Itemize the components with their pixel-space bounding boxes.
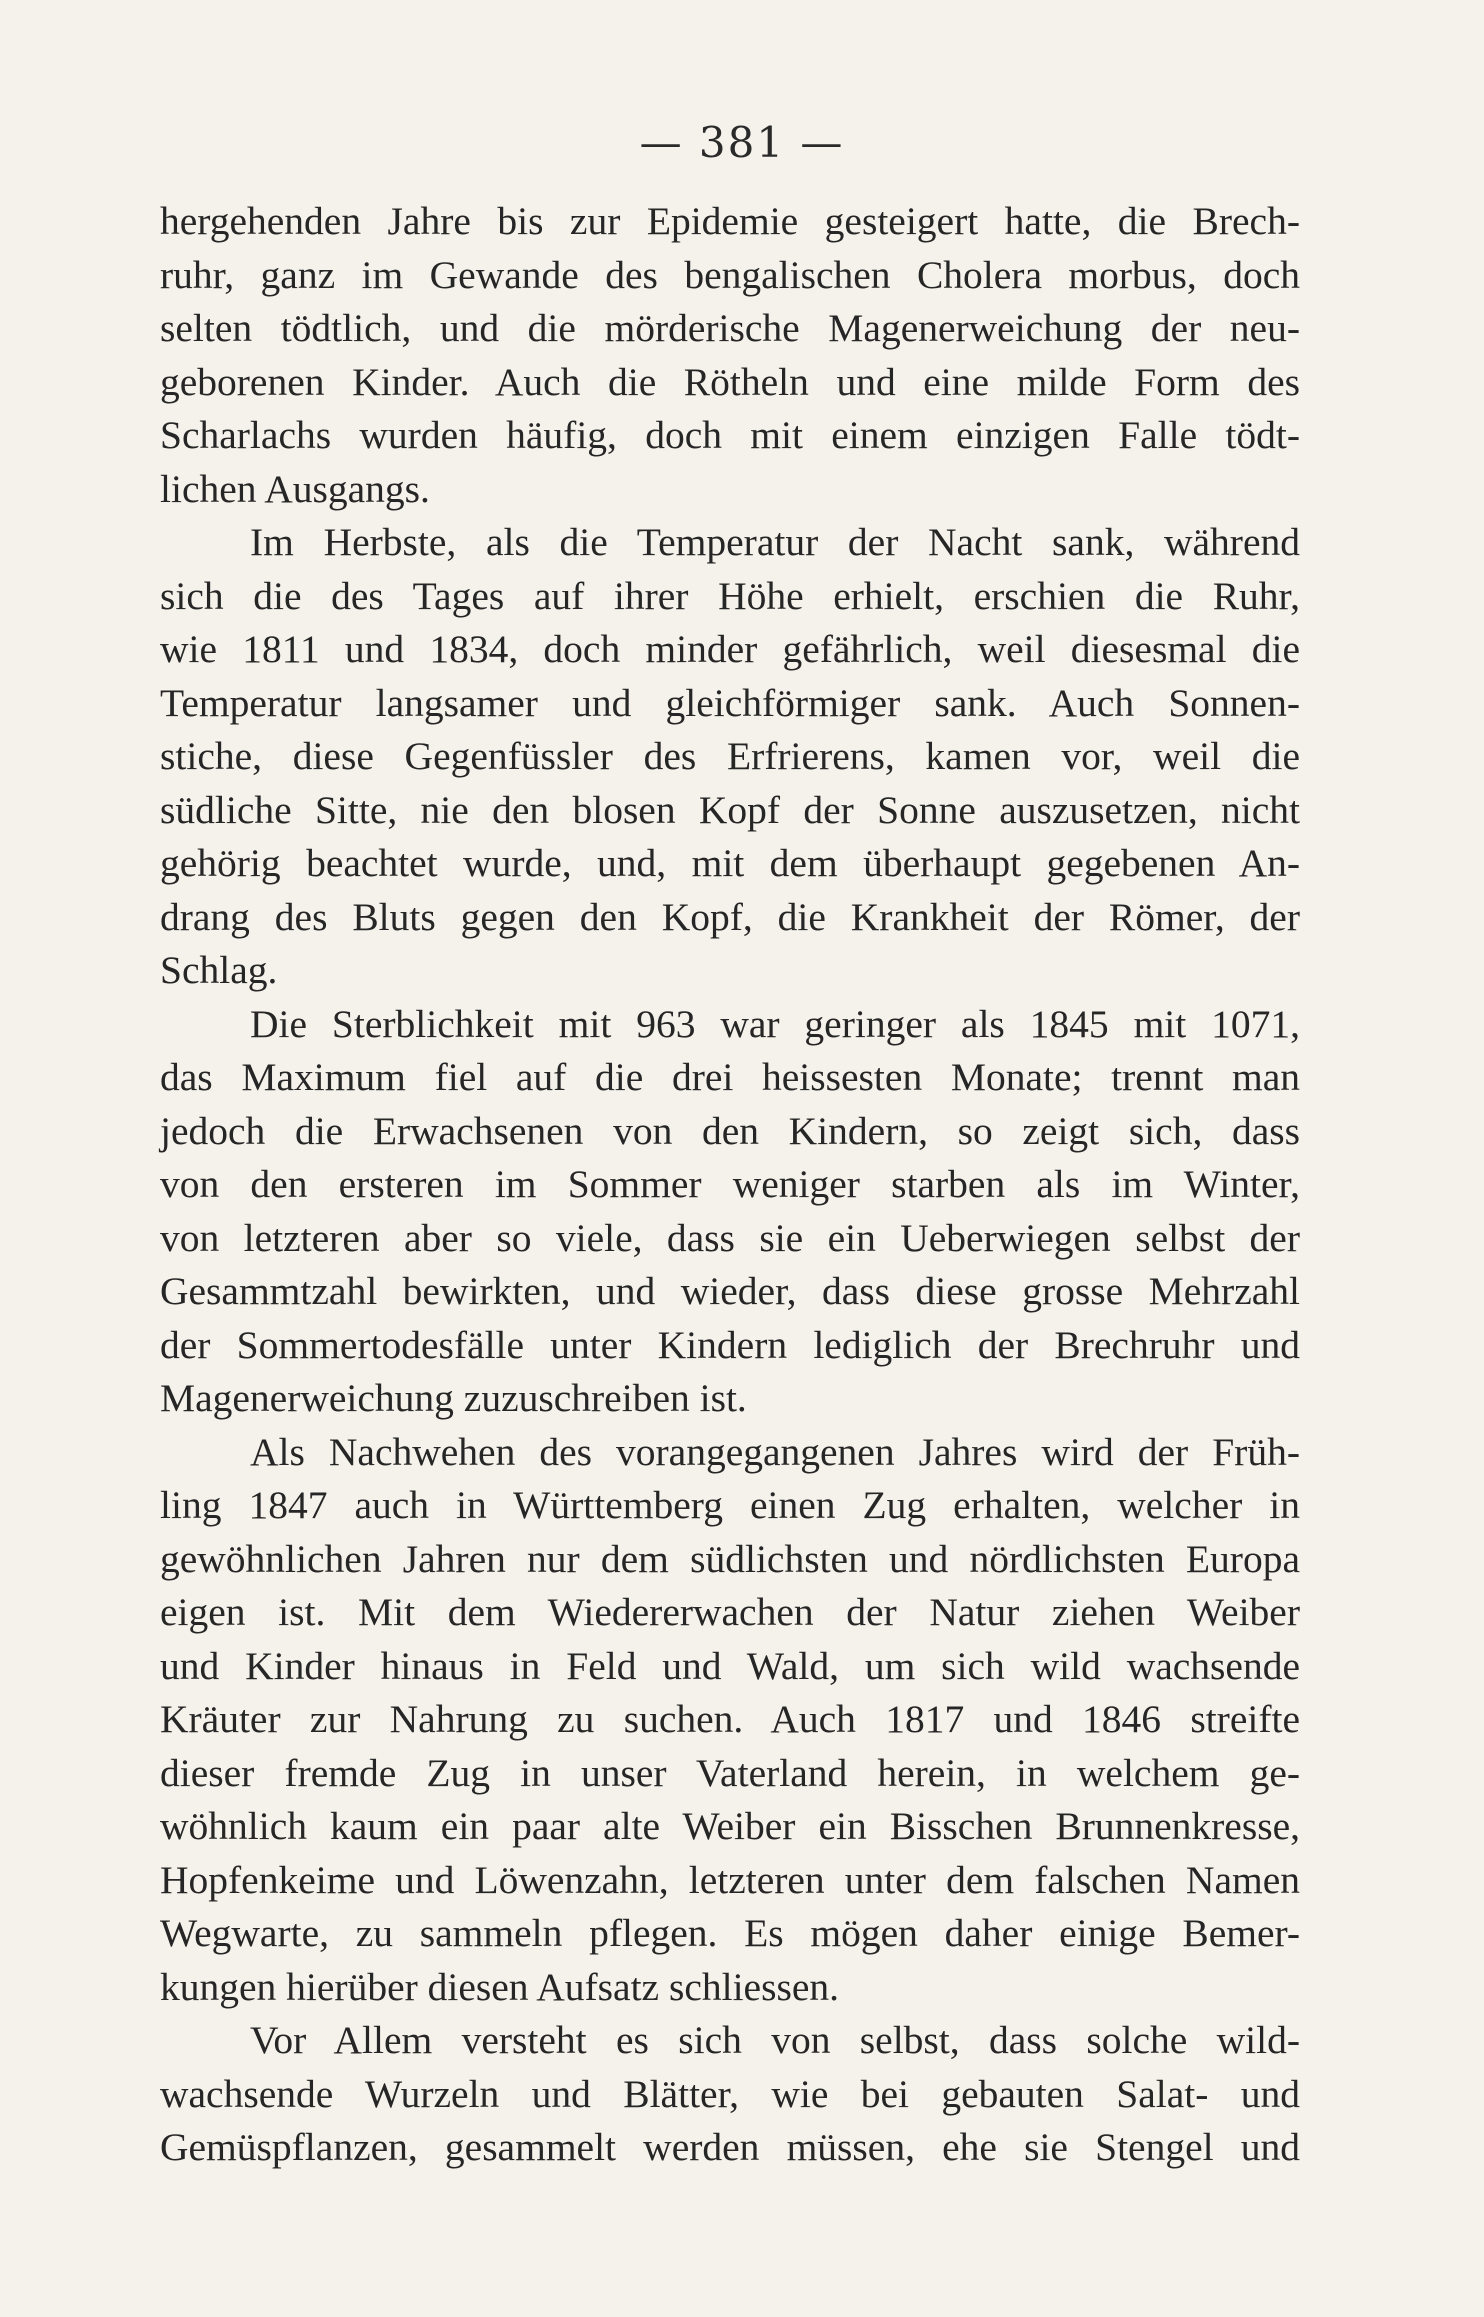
text-line: lichen Ausgangs. xyxy=(160,466,430,511)
text-line: Die Sterblichkeit mit 963 war geringer als 1845 mit 1071, xyxy=(250,1001,1300,1046)
text-line: wöhnlich kaum ein paar alte Weiber ein Bisschen Brunnenkresse, xyxy=(160,1804,1300,1848)
text-line: ling 1847 auch in Württemberg einen Zug erhalten, welcher in xyxy=(160,1483,1300,1527)
text-line: Gesammtzahl bewirkten, und wieder, dass diese grosse Mehrzahl xyxy=(160,1269,1300,1313)
text-line: selten tödtlich, und die mörderische Magenerweichung der neu- xyxy=(160,306,1300,350)
text-line: wachsende Wurzeln und Blätter, wie bei gebauten Salat- und xyxy=(160,2071,1300,2116)
text-line: Gemüspflanzen, gesammelt werden müssen, ehe sie Stengel und xyxy=(160,2125,1300,2169)
text-line: kungen hierüber diesen Aufsatz schliessen. xyxy=(160,1964,839,2009)
text-line: dieser fremde Zug in unser Vaterland herein, in welchem ge- xyxy=(160,1750,1300,1795)
text-line: von den ersteren im Sommer weniger starben als im Winter, xyxy=(160,1162,1300,1206)
text-line: jedoch die Erwachsenen von den Kindern, so zeigt sich, dass xyxy=(160,1108,1300,1153)
text-line: gehörig beachtet wurde, und, mit dem überhaupt gegebenen An- xyxy=(160,841,1300,885)
text-line: ruhr, ganz im Gewande des bengalischen Cholera morbus, doch xyxy=(160,252,1300,297)
text-line: stiche, diese Gegenfüssler des Erfrierens, kamen vor, weil die xyxy=(160,734,1300,778)
text-line: Scharlachs wurden häufig, doch mit einem einzigen Falle tödt- xyxy=(160,413,1300,457)
text-line: Temperatur langsamer und gleichförmiger sank. Auch Sonnen- xyxy=(160,680,1300,725)
text-line: gewöhnlichen Jahren nur dem südlichsten und nördlichsten Europa xyxy=(160,1536,1300,1581)
text-line: Wegwarte, zu sammeln pflegen. Es mögen daher einige Bemer- xyxy=(160,1911,1300,1955)
paragraph xyxy=(160,998,1300,1426)
paragraph xyxy=(160,195,1300,516)
text-line: drang des Bluts gegen den Kopf, die Krankheit der Römer, der xyxy=(160,894,1300,939)
text-line: Magenerweichung zuzuschreiben ist. xyxy=(160,1376,747,1420)
text-line: von letzteren aber so viele, dass sie ein Ueberwiegen selbst der xyxy=(160,1215,1300,1260)
text-line: eigen ist. Mit dem Wiedererwachen der Natur ziehen Weiber xyxy=(160,1590,1300,1634)
text-line: das Maximum fiel auf die drei heissesten Monate; trennt man xyxy=(160,1055,1300,1099)
text-line: Kräuter zur Nahrung zu suchen. Auch 1817 und 1846 streifte xyxy=(160,1697,1300,1741)
paragraph xyxy=(160,2014,1300,2175)
text-line: Vor Allem versteht es sich von selbst, dass solche wild- xyxy=(250,2018,1300,2062)
text-line: der Sommertodesfälle unter Kindern lediglich der Brechruhr und xyxy=(160,1322,1300,1367)
page-number: — 381 — xyxy=(639,118,845,167)
text-line: und Kinder hinaus in Feld und Wald, um sich wild wachsende xyxy=(160,1643,1300,1688)
text-line: hergehenden Jahre bis zur Epidemie gesteigert hatte, die Brech- xyxy=(160,199,1300,243)
text-line: geborenen Kinder. Auch die Rötheln und eine milde Form des xyxy=(160,359,1300,404)
text-line: Im Herbste, als die Temperatur der Nacht sank, während xyxy=(250,520,1300,564)
paragraph xyxy=(160,1426,1300,2015)
text-line: wie 1811 und 1834, doch minder gefährlich, weil diesesmal die xyxy=(160,627,1300,671)
body-text xyxy=(160,195,1300,2175)
text-line: sich die des Tages auf ihrer Höhe erhielt, erschien die Ruhr, xyxy=(160,573,1300,618)
text-line: Hopfenkeime und Löwenzahn, letzteren unter dem falschen Namen xyxy=(160,1857,1300,1902)
paragraph xyxy=(160,516,1300,998)
text-line: südliche Sitte, nie den blosen Kopf der Sonne auszusetzen, nicht xyxy=(160,787,1300,832)
text-line: Schlag. xyxy=(160,948,278,992)
text-line: Als Nachwehen des vorangegangenen Jahres wird der Früh- xyxy=(250,1429,1300,1474)
